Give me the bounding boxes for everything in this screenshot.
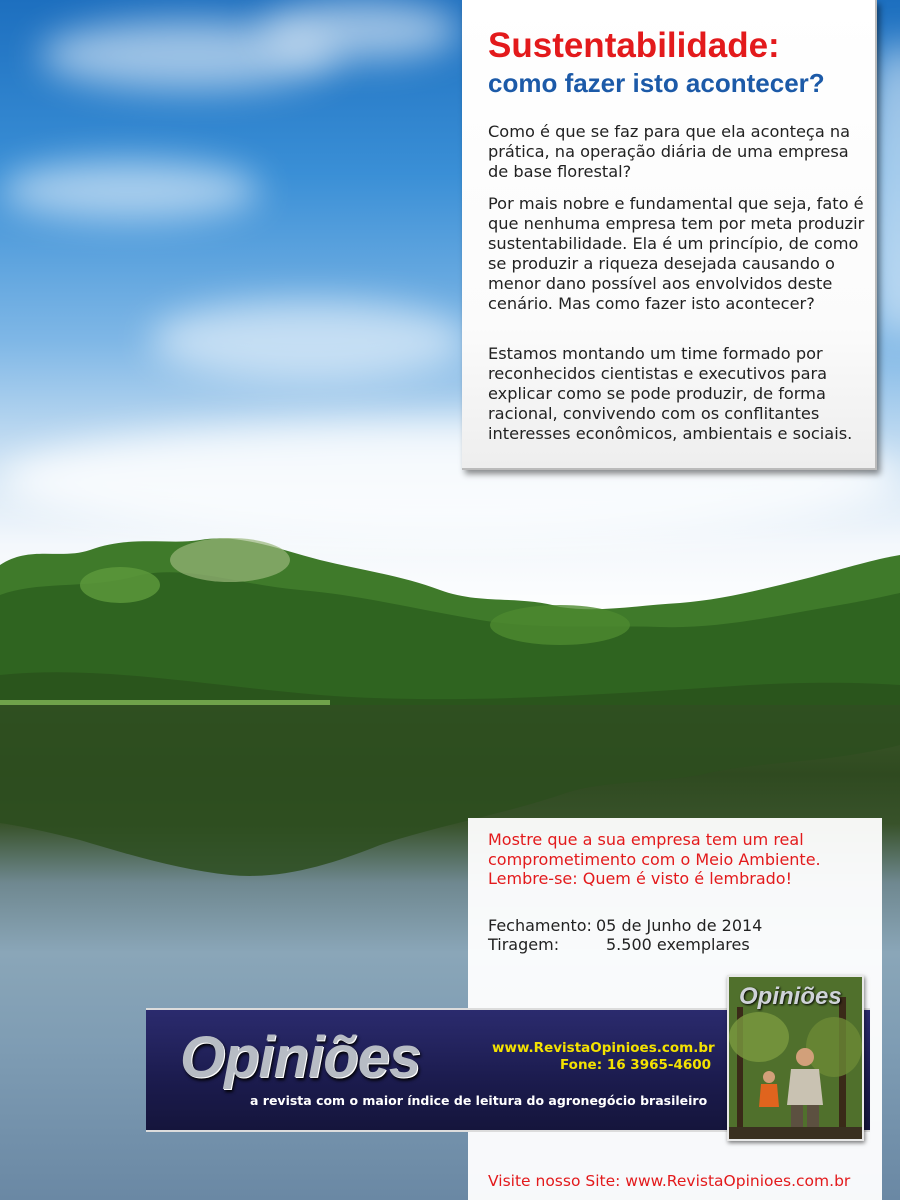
article-paragraph-1: Como é que se faz para que ela aconteça na prática, na operação diária de uma empresa de base florestal? <box>488 122 851 181</box>
print-run-value: 5.500 exemplares <box>606 935 750 954</box>
promo-text: Mostre que a sua empresa tem um real comprometimento com o Meio Ambiente. Lembre-se: Quem é visto é lembrado! <box>488 830 821 888</box>
magazine-logo: Opiniões <box>180 1025 421 1090</box>
banner-tagline: a revista com o maior índice de leitura do agronegócio brasileiro <box>250 1093 708 1108</box>
print-run-row <box>488 935 750 954</box>
cloud <box>0 160 260 220</box>
closing-value: 05 de Junho de 2014 <box>596 916 763 935</box>
cloud <box>150 300 470 380</box>
magazine-cover-image <box>727 975 864 1141</box>
banner-phone: Fone: 16 3965-4600 <box>560 1057 712 1073</box>
closing-date-row <box>488 916 763 935</box>
visit-site-link[interactable]: Visite nosso Site: www.RevistaOpinioes.com.br <box>488 1172 851 1190</box>
banner-website-link[interactable]: www.RevistaOpinioes.com.br <box>492 1040 715 1056</box>
article-title: Sustentabilidade: <box>488 26 780 65</box>
print-run-label: Tiragem: <box>488 935 560 954</box>
cloud <box>260 0 460 60</box>
article-paragraph-3: Estamos montando um time formado por reconhecidos cientistas e executivos para explicar como se pode produzir, de forma racional, convivendo com os conflitantes interesses econômicos, ambientais e sociais. <box>488 344 853 443</box>
article-subtitle: como fazer isto acontecer? <box>488 68 825 98</box>
cover-logo: Opiniões <box>739 983 842 1010</box>
closing-label: Fechamento: <box>488 916 592 935</box>
article-paragraph-2: Por mais nobre e fundamental que seja, fato é que nenhuma empresa tem por meta produzir sustentabilidade. Ela é um princípio, de como se produzir a riqueza desejada causando o menor dano possível aos envolvidos deste cenário. Mas como fazer isto acontecer? <box>488 194 865 313</box>
